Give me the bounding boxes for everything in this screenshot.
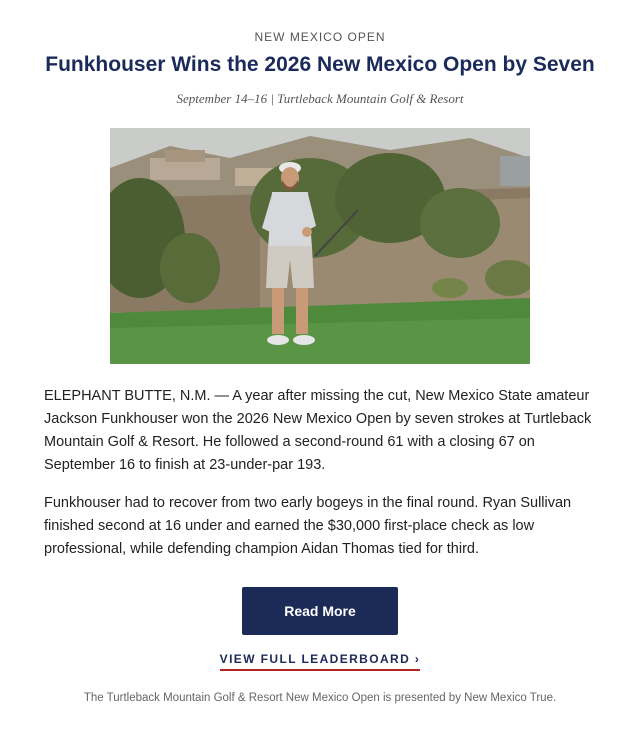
- read-more-button[interactable]: Read More: [242, 587, 398, 635]
- section-kicker: NEW MEXICO OPEN: [254, 30, 386, 44]
- article-paragraph-1: ELEPHANT BUTTE, N.M. — A year after missing the cut, New Mexico State amateur Jackson Funkhouser won the 2026 New Mexico Open by seven strokes at Turtleback Mountain Golf & Resort. He followed a second-round 61 with a closing 67 on September 16 to finish at 23-under-par 193.: [44, 388, 592, 473]
- sponsor-note: The Turtleback Mountain Golf & Resort New Mexico Open is presented by New Mexico True.: [83, 692, 557, 704]
- view-leaderboard-link[interactable]: VIEW FULL LEADERBOARD ›: [220, 652, 421, 671]
- event-date-venue: September 14–16 | Turtleback Mountain Golf & Resort: [176, 91, 464, 106]
- article-paragraph-2: Funkhouser had to recover from two early bogeys in the final round. Ryan Sullivan finished second at 16 under and earned the $30,000 first-place check as low professional, while defending champion Aidan Thomas tied for third.: [44, 495, 572, 557]
- article-headline: Funkhouser Wins the 2026 New Mexico Open by Seven: [45, 53, 595, 76]
- leaderboard-link-container: [0, 650, 640, 671]
- winner-photo: [110, 128, 530, 364]
